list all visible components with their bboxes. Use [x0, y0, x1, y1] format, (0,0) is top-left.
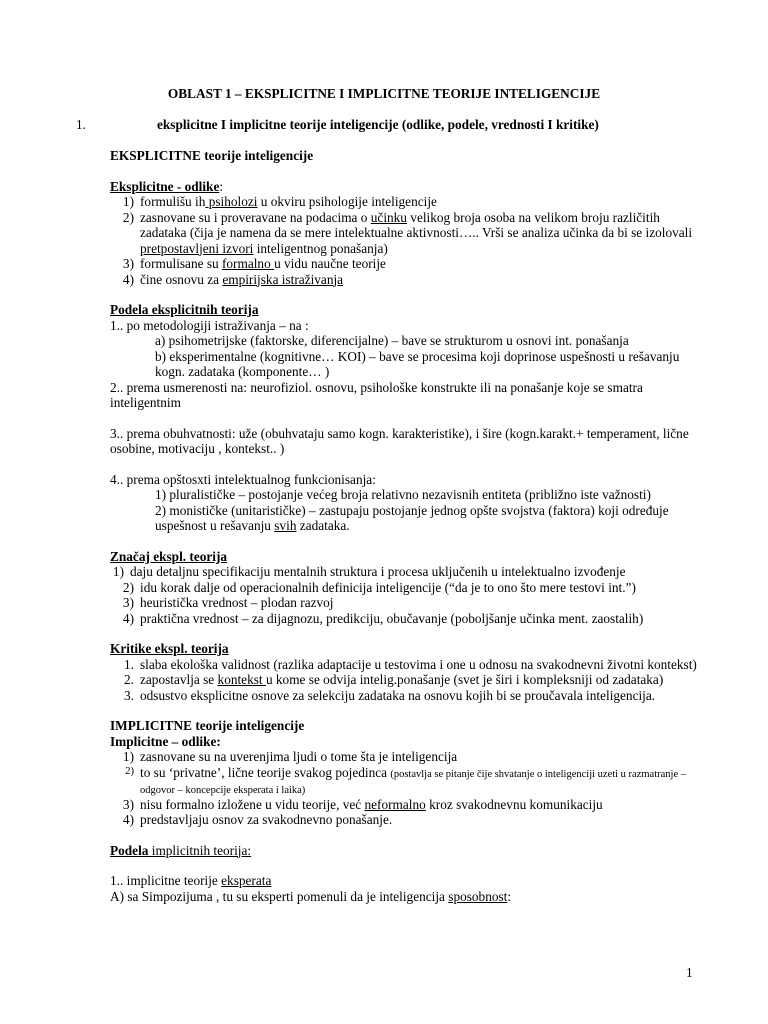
list-item: 4) praktična vrednost – za dijagnozu, predikciju, obučavanje (poboljšanje učinka ment. zaostalih): [122, 610, 644, 626]
list-item: 1) zasnovane su na uverenjima ljudi o tome šta je inteligencija: [122, 749, 458, 764]
podela-heading: Podela eksplicitnih teorija: [110, 302, 259, 317]
list-item: 2) idu korak dalje od operacionalnih definicija inteligencije (“da je to ono što mere testovi int.”): [122, 579, 636, 595]
list-item: 1. slaba ekološka validnost (razlika adaptacije u testovima i one u odnosu na svakodnevni životni kontekst): [124, 656, 697, 672]
podela-item: 1.. po metodologiji istraživanja – na :: [110, 317, 309, 333]
znacaj-heading: Značaj ekspl. teorija: [110, 548, 228, 564]
list-item: 3) heuristička vrednost – plodan razvoj: [122, 595, 334, 610]
podela-item: 3.. prema obuhvatnosti: uže (obuhvataju samo kogn. karakteristike), i šire (kogn.karakt.+ temperament, lične osobine, motivaciju , kontekst.. ): [110, 425, 689, 456]
explicit-odlike-list: [110, 194, 700, 287]
znacaj-list: [110, 564, 700, 626]
list-item: 4) čine osnovu za empirijska istraživanja: [122, 271, 344, 287]
podela-subitem: b) eksperimentalne (kognitivne… KOI) – bave se procesima koji doprinose uspešnosti u rešavanju kogn. zadataka (komponente… ): [155, 348, 680, 379]
implicit-odlike-heading: Implicitne – odlike:: [110, 733, 221, 749]
list-item: 2) zasnovane su i proveravane na podacima o učinku velikog broja osoba na velikom broju različitih zadataka (čija je namena da se mere intelektualne aktivnosti….. Vrši se analiza učinka da bi se izolovali pretpostavljeni izvori inteligentnog ponašanja): [122, 209, 693, 256]
list-item: 1) formulišu ih psiholozi u okviru psihologije inteligencije: [122, 194, 437, 209]
kritike-list: [110, 657, 700, 704]
question-number: 1.: [76, 117, 86, 132]
list-item: 2) to su ‘privatne’, lične teorije svakog pojedinca (postavlja se pitanje čije shvatanje o inteligenciji uzeti u razmatranje – odgovor – koncepcije eksperata i laika): [125, 764, 686, 796]
implicit-odlike-list: [110, 749, 700, 828]
list-item: 3. odsustvo eksplicitne osnove za selekciju zadataka na osnovu kojih bi se proučavala inteligencija.: [124, 687, 656, 703]
list-item: 1) daju detaljnu specifikaciju mentalnih struktura i procesa uključenih u intelektualno izvođenje: [112, 564, 626, 579]
list-item: 4) predstavljaju osnov za svakodnevno ponašanje.: [122, 812, 393, 827]
list-item: 2. zapostavlja se kontekst u kome se odvija intelig.ponašanje (svet je širi i kompleksniji od zadataka): [124, 672, 664, 687]
list-item: 3) formulisane su formalno u vidu naučne teorije: [122, 256, 386, 271]
podela-item: 2.. prema usmerenosti na: neurofiziol. osnovu, psihološke konstrukte ili na ponašanje koje se smatra inteligentnim: [110, 379, 643, 410]
explicit-heading: EKSPLICITNE teorije inteligencije: [110, 148, 314, 163]
document-body: [110, 148, 700, 904]
list-item: 3) nisu formalno izložene u vidu teorije, već neformalno kroz svakodnevnu komunikaciju: [122, 796, 603, 812]
podela-item: 4.. prema opštosxti intelektualnog funkcionisanja:: [110, 471, 376, 487]
explicit-odlike-heading: Eksplicitne - odlike:: [110, 178, 224, 194]
page-title: OBLAST 1 – EKSPLICITNE I IMPLICITNE TEORIJE INTELIGENCIJE: [167, 86, 601, 101]
implicit-podela-heading: Podela implicitnih teorija:: [110, 842, 252, 858]
implicit-heading: IMPLICITNE teorije inteligencije: [110, 718, 305, 733]
podela-subitem: a) psihometrijske (faktorske, diferencijalne) – bave se strukturom u osnovi int. ponašanja: [155, 333, 629, 348]
podela-subitem: 2) monističke (unitarističke) – zastupaju postojanje jednog opšte svojstva (faktora) koji određuje uspešnost u rešavanju svih zadataka.: [155, 502, 669, 533]
page-number: 1: [686, 965, 693, 980]
kritike-heading: Kritike ekspl. teorija: [110, 641, 229, 656]
implicit-podela-subitem: A) sa Simpozijuma , tu su eksperti pomenuli da je inteligencija sposobnost:: [110, 888, 512, 904]
question-text: eksplicitne I implicitne teorije inteligencije (odlike, podele, vrednosti I kritike): [157, 117, 599, 132]
podela-subitem: 1) pluralističke – postojanje većeg broja relativno nezavisnih entiteta (približno iste važnosti): [155, 487, 651, 502]
implicit-podela-item: 1.. implicitne teorije eksperata: [110, 873, 272, 888]
